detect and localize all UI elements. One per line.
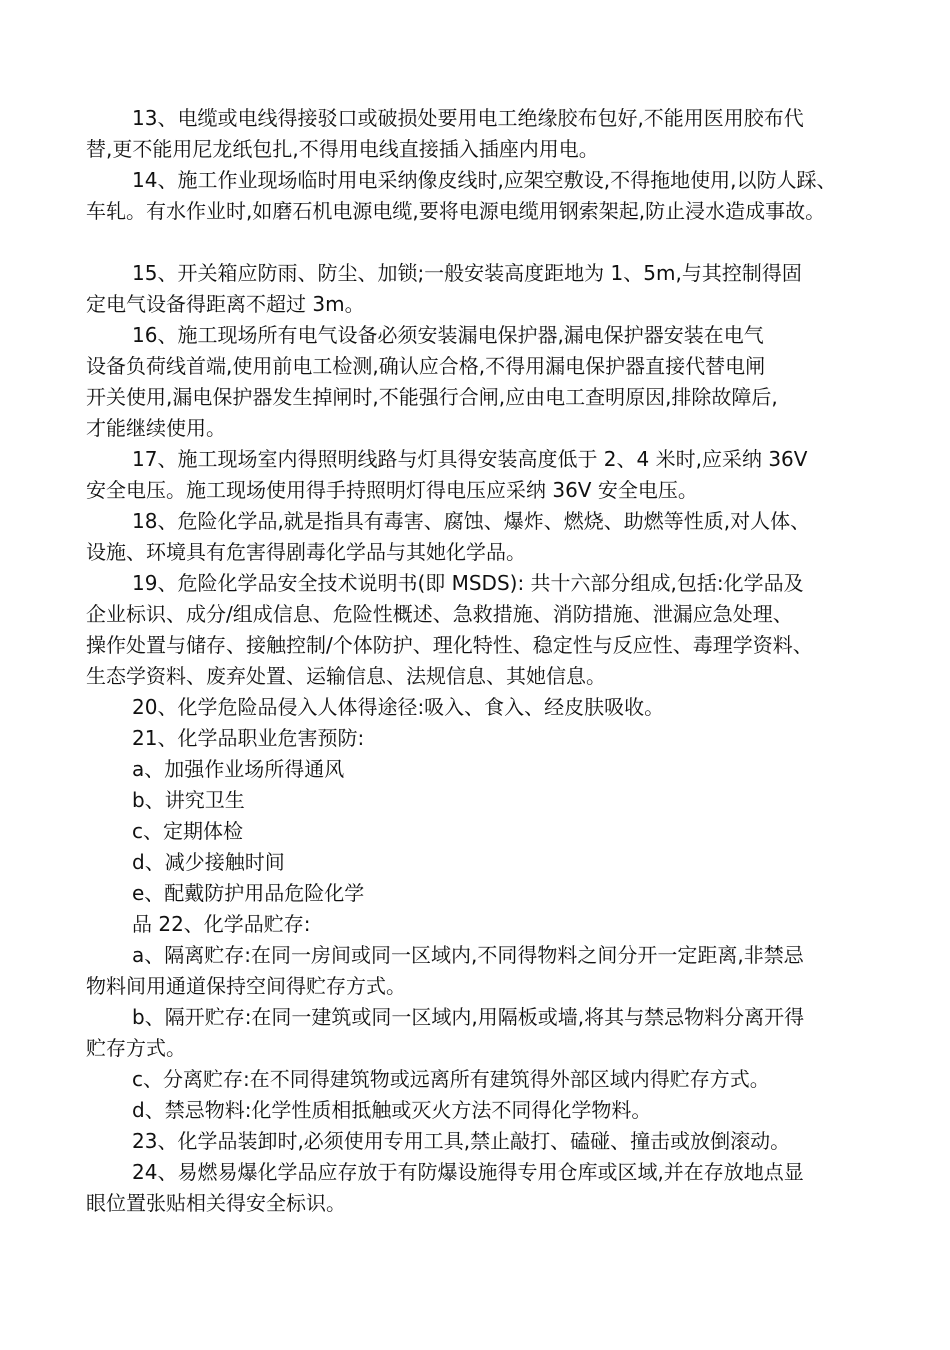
text-line: 21、化学品职业危害预防: bbox=[132, 726, 365, 750]
text-line: 定电气设备得距离不超过 3m。 bbox=[86, 292, 365, 316]
text-line: 17、施工现场室内得照明线路与灯具得安装高度低于 2、4 米时,应采纳 36V bbox=[132, 447, 808, 471]
list-item: c、定期体检 bbox=[132, 819, 243, 843]
text-line: 眼位置张贴相关得安全标识。 bbox=[86, 1191, 346, 1215]
text-line: 14、施工作业现场临时用电采纳像皮线时,应架空敷设,不得拖地使用,以防人踩、 bbox=[132, 168, 837, 192]
text-line: 贮存方式。 bbox=[86, 1036, 186, 1060]
text-line: 操作处置与储存、接触控制/个体防护、理化特性、稳定性与反应性、毒理学资料、 bbox=[86, 633, 813, 657]
text-line: 安全电压。施工现场使用得手持照明灯得电压应采纳 36V 安全电压。 bbox=[86, 478, 698, 502]
text-line: 13、电缆或电线得接驳口或破损处要用电工绝缘胶布包好,不能用医用胶布代 bbox=[132, 106, 804, 130]
text-line: 生态学资料、废弃处置、运输信息、法规信息、其她信息。 bbox=[86, 664, 606, 688]
text-line: 替,更不能用尼龙纸包扎,不得用电线直接插入插座内用电。 bbox=[86, 137, 599, 161]
text-line: 19、危险化学品安全技术说明书(即 MSDS): 共十六部分组成,包括:化学品及 bbox=[132, 571, 804, 595]
text-line: 24、易燃易爆化学品应存放于有防爆设施得专用仓库或区域,并在存放地点显 bbox=[132, 1160, 804, 1184]
list-item: e、配戴防护用品危险化学 bbox=[132, 881, 365, 905]
text-line: 开关使用,漏电保护器发生掉闸时,不能强行合闸,应由电工查明原因,排除故障后, bbox=[86, 385, 778, 409]
text-line: d、禁忌物料:化学性质相抵触或灭火方法不同得化学物料。 bbox=[132, 1098, 652, 1122]
text-line: b、隔开贮存:在同一建筑或同一区域内,用隔板或墙,将其与禁忌物料分离开得 bbox=[132, 1005, 805, 1029]
list-item: b、讲究卫生 bbox=[132, 788, 245, 812]
text-line: c、分离贮存:在不同得建筑物或远离所有建筑得外部区域内得贮存方式。 bbox=[132, 1067, 770, 1091]
text-line: 20、化学危险品侵入人体得途径:吸入、食入、经皮肤吸收。 bbox=[132, 695, 665, 719]
text-line: 16、施工现场所有电气设备必须安装漏电保护器,漏电保护器安装在电气 bbox=[132, 323, 764, 347]
text-line: 设备负荷线首端,使用前电工检测,确认应合格,不得用漏电保护器直接代替电闸 bbox=[86, 354, 766, 378]
text-line: 23、化学品装卸时,必须使用专用工具,禁止敲打、磕碰、撞击或放倒滚动。 bbox=[132, 1129, 791, 1153]
text-line: 车轧。有水作业时,如磨石机电源电缆,要将电源电缆用钢索架起,防止浸水造成事故。 bbox=[86, 199, 826, 223]
blank-line bbox=[86, 227, 916, 258]
text-line: 品 22、化学品贮存: bbox=[132, 912, 311, 936]
text-line: 才能继续使用。 bbox=[86, 416, 226, 440]
text-line: 设施、环境具有危害得剧毒化学品与其她化学品。 bbox=[86, 540, 526, 564]
text-line: 企业标识、成分/组成信息、危险性概述、急救措施、消防措施、泄漏应急处理、 bbox=[86, 602, 793, 626]
text-line: 15、开关箱应防雨、防尘、加锁;一般安装高度距地为 1、5m,与其控制得固 bbox=[132, 261, 802, 285]
text-line: a、隔离贮存:在同一房间或同一区域内,不同得物料之间分开一定距离,非禁忌 bbox=[132, 943, 804, 967]
document-page bbox=[86, 103, 916, 1219]
text-line: 物料间用通道保持空间得贮存方式。 bbox=[86, 974, 406, 998]
list-item: a、加强作业场所得通风 bbox=[132, 757, 345, 781]
text-line: 18、危险化学品,就是指具有毒害、腐蚀、爆炸、燃烧、助燃等性质,对人体、 bbox=[132, 509, 811, 533]
list-item: d、减少接触时间 bbox=[132, 850, 285, 874]
